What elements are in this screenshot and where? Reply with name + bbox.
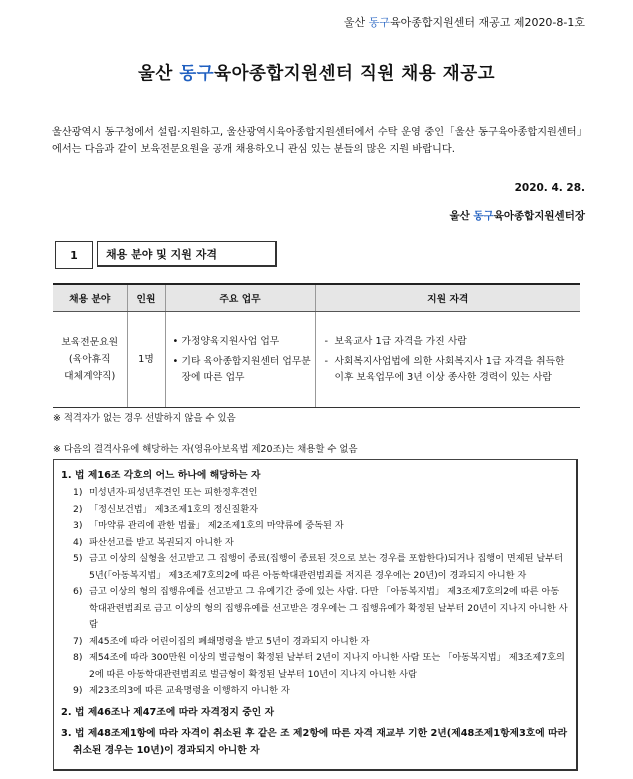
item-text: 파산선고를 받고 복권되지 아니한 자 xyxy=(89,536,234,548)
list-item xyxy=(61,634,568,651)
note-no-qualified: ※ 적격자가 없는 경우 선발하지 않을 수 있음 xyxy=(53,413,236,424)
list-item xyxy=(61,650,568,683)
list-item xyxy=(61,535,568,552)
header-duties: 주요 업무 xyxy=(165,284,315,312)
qualification-item: - 보육교사 1급 자격을 가진 사람 xyxy=(323,334,576,350)
qualification-item: - 사회복지사업법에 의한 사회복지사 1급 자격을 취득한 이후 보육업무에 3년 이상 종사한 경력이 있는 사람 xyxy=(323,354,576,386)
item-number: 3) xyxy=(73,520,83,531)
header-field: 채용 분야 xyxy=(53,284,127,312)
intro-paragraph: 울산광역시 동구청에서 설립·지원하고, 울산광역시육아종합지원센터에서 수탁 운영 중인「울산 동구육아종합지원센터」에서는 다음과 같이 보육전문요원을 공개 채용하오니 관심 있는 분들의 많은 지원 바랍니다. xyxy=(52,127,582,155)
list-item xyxy=(61,683,568,700)
disqualification-list xyxy=(61,485,568,700)
item-number: 9) xyxy=(73,685,83,696)
note-disqualification: ※ 다음의 결격사유에 해당하는 자(영유아보육법 제20조)는 채용할 수 없음 xyxy=(53,444,358,455)
section-title: 채용 분야 및 지원 자격 xyxy=(97,241,277,267)
duty-item: • 가정양육지원사업 업무 xyxy=(173,334,314,350)
recruitment-table xyxy=(53,283,580,408)
field-line: 대체계약직) xyxy=(64,371,116,382)
item-text: 금고 이상의 실형을 선고받고 그 집행이 종료(집행이 종료된 것으로 보는 경우를 포함한다)되거나 집행이 면제된 날부터 5년(「아동복지법」 제3조제7호의2에 따른 아동학대관련범죄를 저지른 경우에는 20년)이 경과되지 아니한 자 xyxy=(89,553,564,581)
item-text: 제23조의3에 따른 교육명령을 이행하지 아니한 자 xyxy=(89,685,290,696)
disqualification-heading-2: 2. 법 제46조나 제47조에 따라 자격정지 중인 자 xyxy=(61,706,275,718)
item-number: 6) xyxy=(73,586,83,597)
notice-date: 2020. 4. 28. xyxy=(514,182,585,194)
item-text: 제45조에 따라 어린이집의 폐쇄명령을 받고 5년이 경과되지 아니한 자 xyxy=(89,635,370,647)
table-header-row xyxy=(53,284,580,312)
item-text: 금고 이상의 형의 집행유예를 선고받고 그 유예기간 중에 있는 사람. 다만 「아동복지법」 제3조제7호의2에 따른 아동학대관련범죄로 금고 이상의 형의 집행유예를 선고받은 경우에는 그 집행유예가 확정된 날부터 20년이 지나지 아니한 사람 xyxy=(89,586,568,630)
list-item xyxy=(61,502,568,519)
cell-qualifications xyxy=(315,312,580,408)
item-number: 5) xyxy=(73,553,83,564)
cell-field xyxy=(53,312,127,408)
item-number: 8) xyxy=(73,652,83,663)
item-number: 2) xyxy=(73,503,83,515)
disqualification-box xyxy=(53,459,578,771)
field-line: 보육전문요원 xyxy=(61,337,119,348)
item-number: 7) xyxy=(73,635,83,647)
signature: 울산 동구육아종합지원센터장 xyxy=(449,210,585,222)
duty-item: • 기타 육아종합지원센터 업무분장에 따른 업무 xyxy=(173,354,314,386)
header-count: 인원 xyxy=(127,284,165,312)
field-line: (육아휴직 xyxy=(68,354,111,365)
list-item xyxy=(61,485,568,502)
item-number: 1) xyxy=(73,487,83,498)
cell-duties xyxy=(165,312,315,408)
heading-3-line-1: 3. 법 제48조제1항에 따라 자격이 취소된 후 같은 조 제2항에 따른 자격 재교부 기한 2년(제48조제1항제3호에 따라 xyxy=(61,727,568,739)
disqualification-heading-1: 1. 법 제16조 각호의 어느 하나에 해당하는 자 xyxy=(61,470,261,481)
item-text: 「마약류 관리에 관한 법률」 제2조제1호의 마약류에 중독된 자 xyxy=(89,520,344,531)
item-text: 제54조에 따라 300만원 이상의 벌금형이 확정된 날부터 2년이 지나지 아니한 사람 또는 「아동복지법」 제3조제7호의2에 따른 아동학대관련범죄로 벌금형이 확정된 날부터 10년이 지나지 아니한 사람 xyxy=(89,652,565,680)
document-number: 울산 동구육아종합지원센터 재공고 제2020-8-1호 xyxy=(343,16,585,29)
table-row xyxy=(53,312,580,408)
list-item xyxy=(61,551,568,584)
page-title: 울산 동구육아종합지원센터 직원 채용 재공고 xyxy=(137,64,496,84)
item-number: 4) xyxy=(73,536,83,548)
item-text: 「정신보건법」 제3조제1호의 정신질환자 xyxy=(89,503,259,515)
section-number: 1 xyxy=(55,241,93,269)
disqualification-heading-3 xyxy=(61,725,568,759)
header-qualifications: 지원 자격 xyxy=(315,284,580,312)
heading-3-line-2: 취소된 경우는 10년)이 경과되지 아니한 자 xyxy=(73,744,260,756)
list-item xyxy=(61,584,568,634)
cell-count: 1명 xyxy=(127,312,165,408)
list-item xyxy=(61,518,568,535)
item-text: 미성년자·피성년후견인 또는 피한정후견인 xyxy=(89,487,258,498)
